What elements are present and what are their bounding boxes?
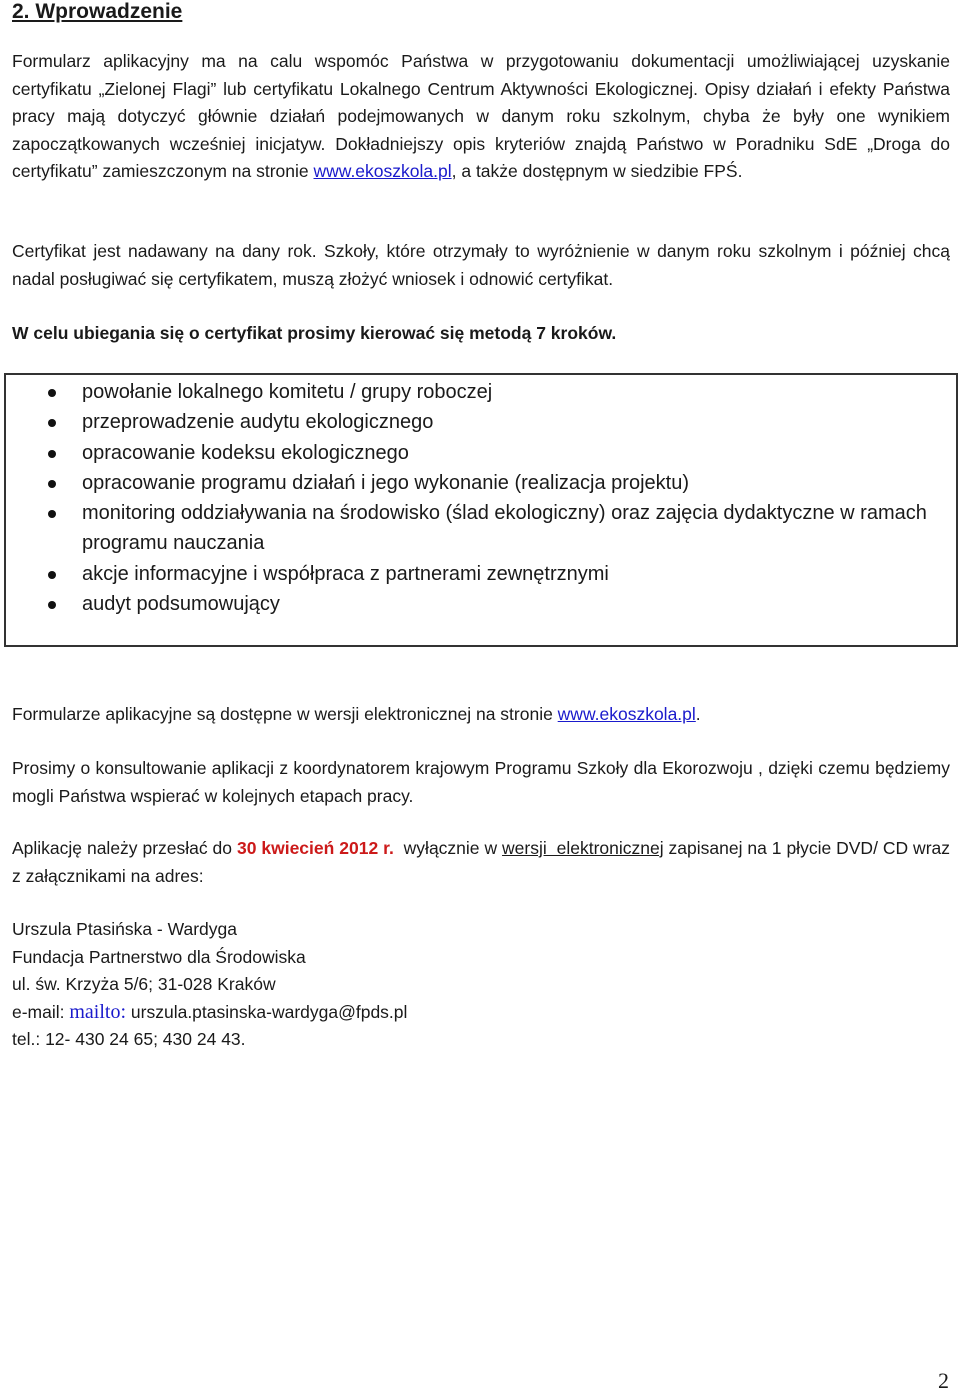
- send-paragraph: Aplikację należy przesłać do 30 kwiecień 2012 r. wyłącznie w wersji elektronicznej zapisanej na 1 płycie DVD/ CD wraz z załącznikami na adres:: [12, 838, 951, 886]
- intro-text: Formularz aplikacyjny ma na calu wspomóc Państwa w przygotowaniu dokumentacji umożliwiającej uzyskanie certyfikatu „Zielonej Flagi” lub certyfikatu Lokalnego Centrum Aktywności Ekologicznej. Opisy działań i efekty Państwa pracy mają dotyczyć głównie działań podejmowanych w danym roku szkolnym, chyba że były one wynikiem zapoczątkowanych wcześniej inicjatyw. Dokładniejszy opis kryteriów znajdą Państwo w Poradniku SdE „Droga do certyfikatu” zamieszczonym na stronie: [12, 51, 950, 181]
- intro-paragraph: [12, 48, 950, 186]
- address-block: [12, 916, 950, 1054]
- list-item: opracowanie programu działań i jego wykonanie (realizacja projektu): [44, 468, 944, 498]
- mailto-link[interactable]: mailto:: [69, 1000, 127, 1023]
- bullet-icon: [48, 571, 56, 579]
- list-item: audyt podsumowujący: [44, 589, 944, 619]
- steps-intro: W celu ubiegania się o certyfikat prosimy kierować się metodą 7 kroków.: [12, 323, 617, 343]
- bullet-icon: [48, 389, 56, 397]
- bullet-icon: [48, 419, 56, 427]
- ekoszkola-link-2[interactable]: www.ekoszkola.pl: [557, 704, 696, 724]
- consult-paragraph: Prosimy o konsultowanie aplikacji z koordynatorem krajowym Programu Szkoły dla Ekorozwoju , dzięki czemu będziemy mogli Państwa wspierać w kolejnych etapach pracy.: [12, 758, 950, 806]
- address-org: Fundacja Partnerstwo dla Środowiska: [12, 946, 306, 967]
- steps-list: [44, 377, 944, 619]
- intro-text-end: , a także dostępnym w siedzibie FPŚ.: [451, 161, 743, 181]
- address-phone: tel.: 12- 430 24 65; 430 24 43.: [12, 1029, 246, 1049]
- address-street: ul. św. Krzyża 5/6; 31-028 Kraków: [12, 974, 276, 994]
- forms-paragraph: Formularze aplikacyjne są dostępne w wersji elektronicznej na stronie www.ekoszkola.pl.: [12, 704, 701, 724]
- forms-text: Formularze aplikacyjne są dostępne w wersji elektronicznej na stronie: [12, 704, 558, 724]
- list-item: akcje informacyjne i współpraca z partnerami zewnętrznymi: [44, 559, 944, 589]
- deadline-date: 30 kwiecień 2012 r.: [236, 838, 394, 858]
- bullet-icon: [48, 480, 56, 488]
- section-heading: 2. Wprowadzenie: [12, 0, 183, 23]
- address-email: e-mail: mailto: urszula.ptasinska-wardyga@fpds.pl: [12, 1000, 408, 1023]
- certyfikat-paragraph: Certyfikat jest nadawany na dany rok. Szkoły, które otrzymały to wyróżnienie w danym roku szkolnym i później chcą nadal posługiwać się certyfikatem, muszą złożyć wniosek i odnowić certyfikat.: [12, 241, 950, 289]
- electronic-version-text: wersji elektronicznej: [502, 838, 664, 858]
- list-item: powołanie lokalnego komitetu / grupy roboczej: [44, 377, 944, 407]
- list-item: opracowanie kodeksu ekologicznego: [44, 438, 944, 468]
- page-number: 2: [938, 1368, 949, 1393]
- bullet-icon: [48, 601, 56, 609]
- bullet-icon: [48, 450, 56, 458]
- list-item: monitoring oddziaływania na środowisko (ślad ekologiczny) oraz zajęcia dydaktyczne w ramach programu nauczania: [44, 498, 944, 559]
- bullet-icon: [48, 510, 56, 518]
- list-item: przeprowadzenie audytu ekologicznego: [44, 407, 944, 437]
- ekoszkola-link[interactable]: www.ekoszkola.pl: [313, 161, 452, 181]
- address-name: Urszula Ptasińska - Wardyga: [12, 919, 237, 939]
